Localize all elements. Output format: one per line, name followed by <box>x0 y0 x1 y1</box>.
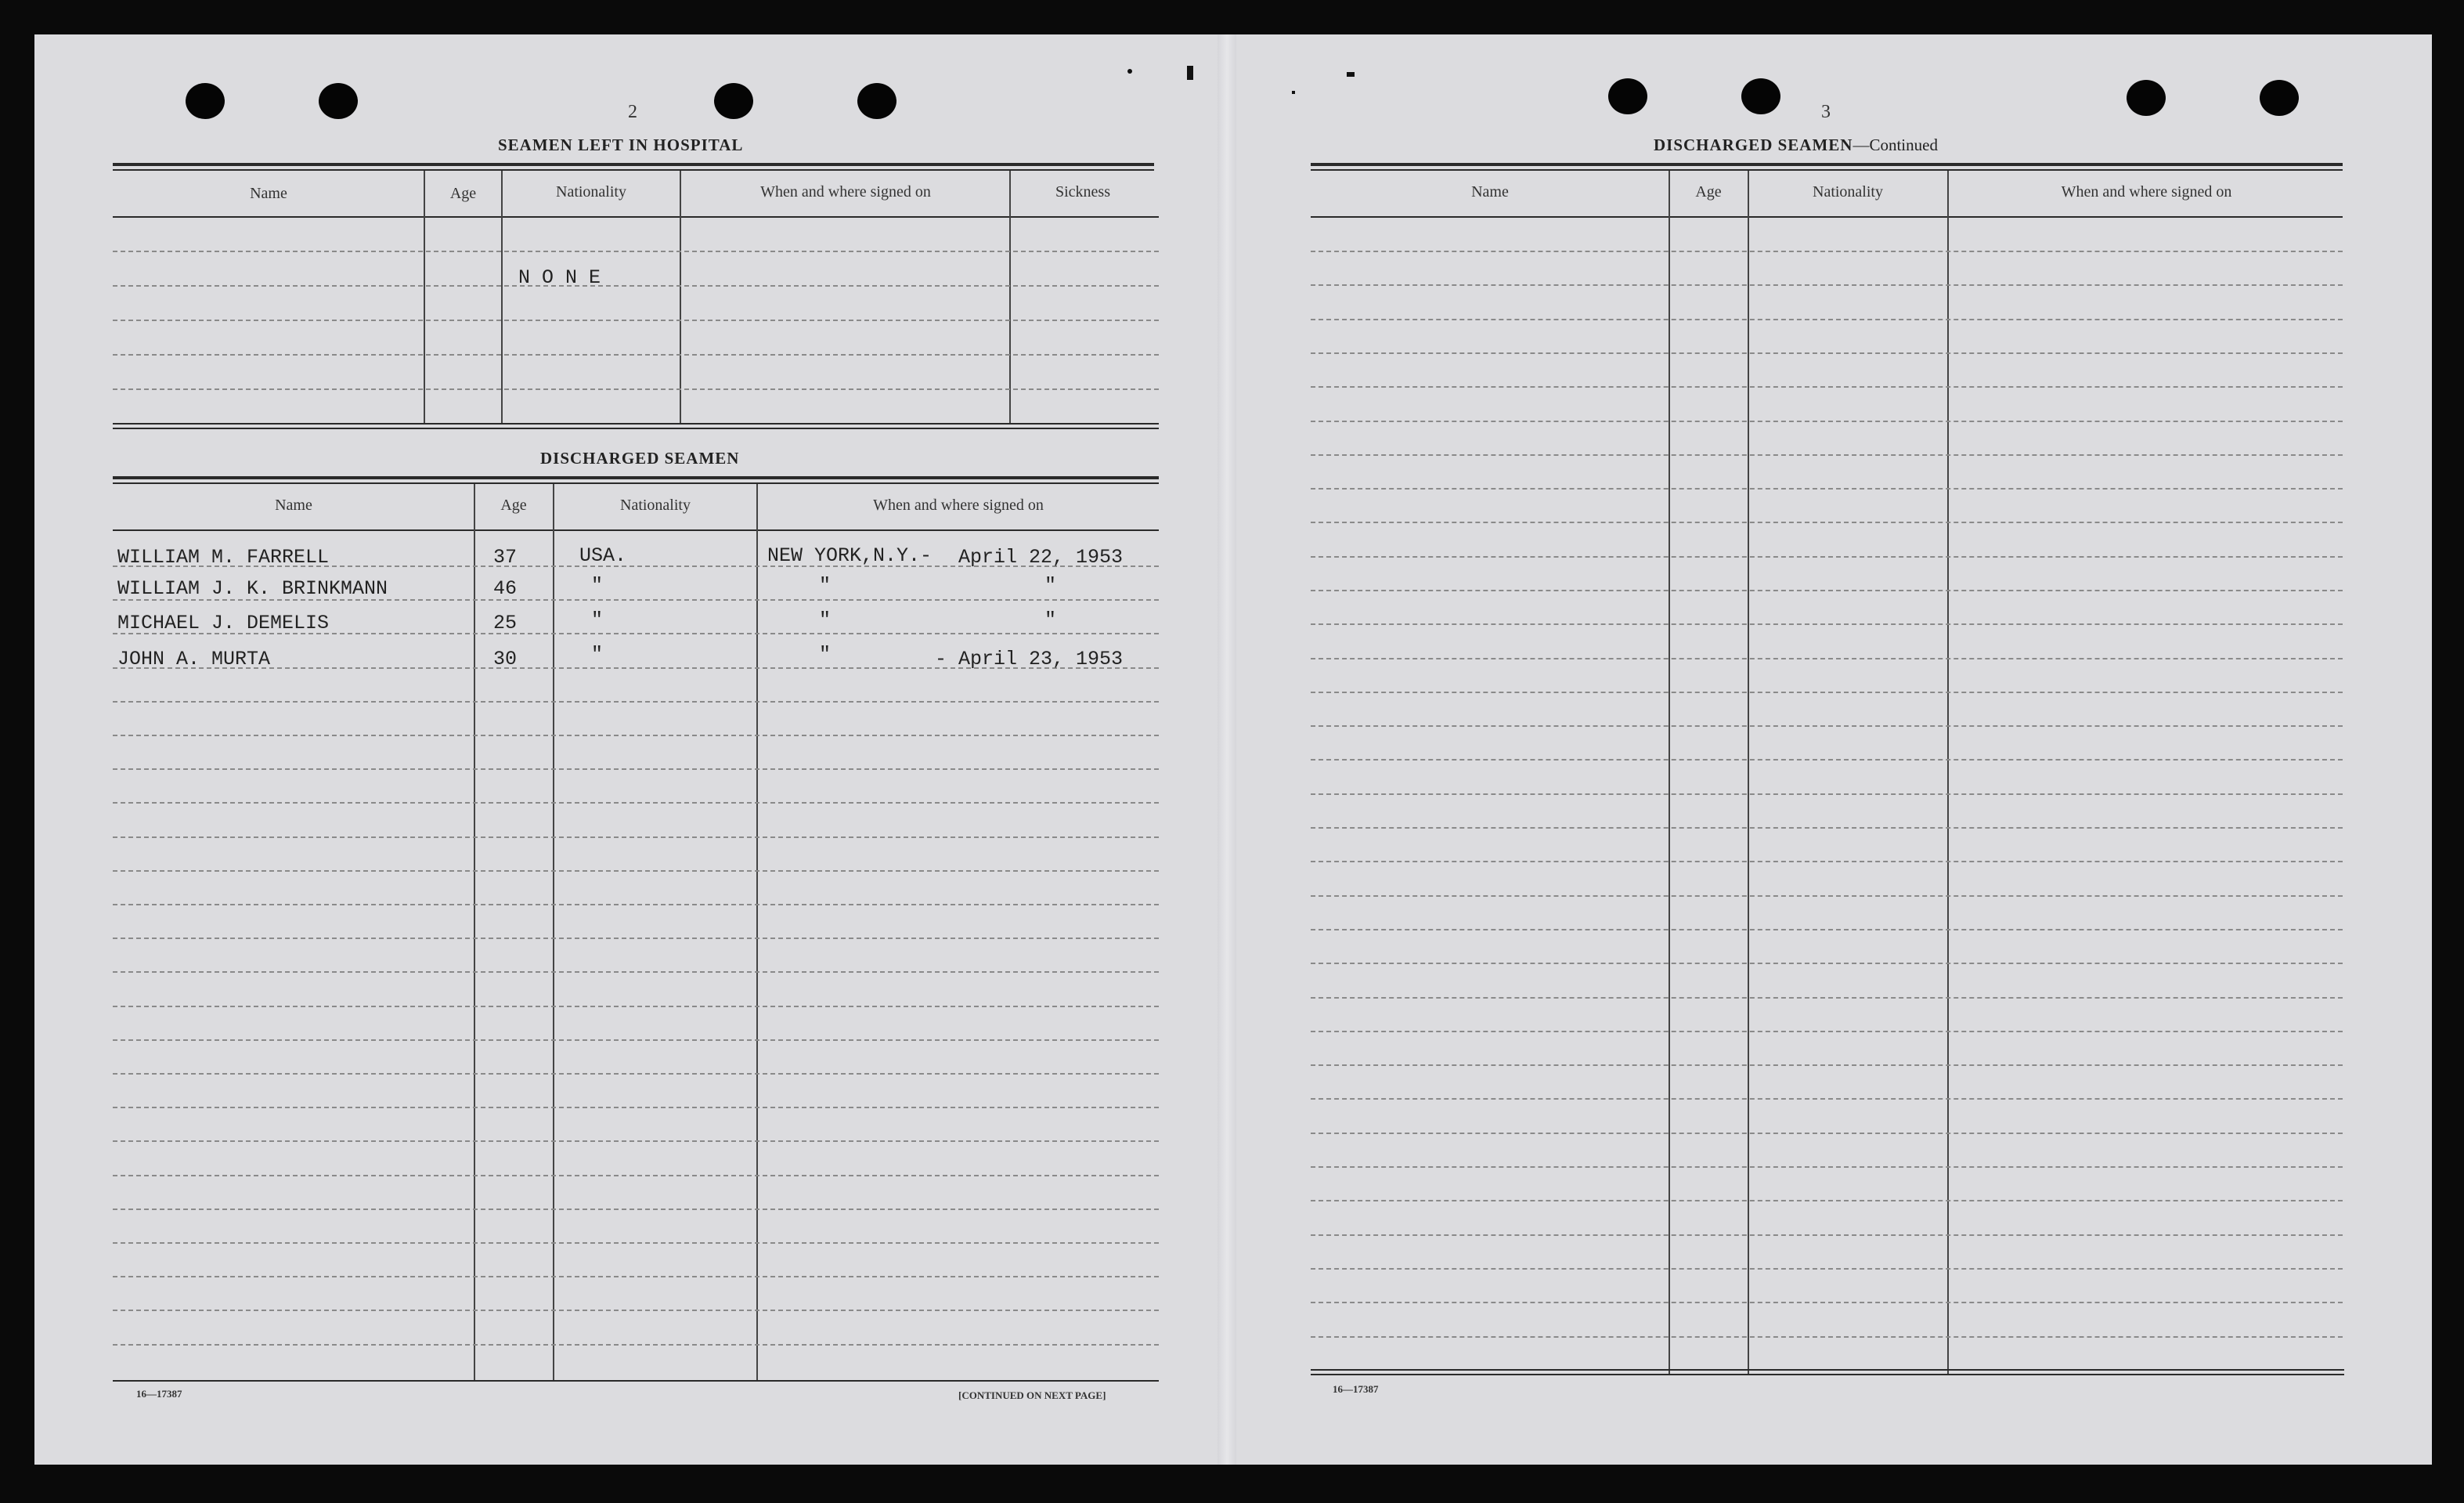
hospital-header-nationality: Nationality <box>556 183 626 201</box>
punch-hole <box>186 83 225 119</box>
row-line <box>1311 692 2343 693</box>
continued-title-suffix: —Continued <box>1853 135 1938 154</box>
row-line <box>113 1209 1159 1210</box>
continued-section-title <box>1654 135 1938 155</box>
row-line <box>1311 861 2343 862</box>
punch-hole <box>2127 80 2166 116</box>
seaman-signed-place: NEW YORK,N.Y.- <box>767 544 933 567</box>
row-line <box>1311 488 2343 490</box>
row-line <box>113 768 1159 770</box>
seaman-signed-place: " <box>819 574 832 597</box>
hospital-section-title: SEAMEN LEFT IN HOSPITAL <box>498 135 744 154</box>
seaman-age: 46 <box>493 577 518 600</box>
seaman-name: WILLIAM J. K. BRINKMANN <box>117 577 388 600</box>
seaman-signed-date: - April 23, 1953 <box>935 648 1124 670</box>
hospital-row-line <box>113 251 1159 252</box>
right-bottom-rule <box>1311 1369 2344 1371</box>
row-line <box>113 1310 1159 1311</box>
hospital-header-age: Age <box>449 185 477 202</box>
discharged-col-divider <box>474 484 475 1382</box>
seaman-signed-place: " <box>819 609 832 631</box>
row-line <box>113 1242 1159 1244</box>
row-line <box>1311 421 2343 422</box>
right-header-age: Age <box>1695 183 1722 201</box>
row-line <box>1311 1200 2343 1201</box>
discharged-col-divider <box>553 484 554 1382</box>
row-line <box>1311 522 2343 523</box>
hospital-col-divider <box>501 171 503 425</box>
hospital-header-signed-on: When and where signed on <box>760 183 931 201</box>
row-line <box>1311 352 2343 354</box>
discharged-top-rule <box>113 476 1159 479</box>
punch-hole <box>1741 78 1780 114</box>
seaman-name: MICHAEL J. DEMELIS <box>117 612 330 634</box>
row-line <box>113 1107 1159 1108</box>
row-line <box>1311 1336 2343 1338</box>
seaman-signed-date: April 22, 1953 <box>958 546 1124 569</box>
right-col-divider <box>1947 171 1949 1374</box>
right-header-rule <box>1311 216 2343 218</box>
right-bottom-rule-2 <box>1311 1374 2344 1375</box>
row-line <box>113 802 1159 804</box>
row-line <box>1311 929 2343 930</box>
discharged-top-rule-thin <box>113 482 1159 484</box>
right-header-signed-on: When and where signed on <box>2061 183 2232 201</box>
page-fold <box>1218 34 1236 1465</box>
seaman-age: 37 <box>493 546 518 569</box>
form-number: 16—17387 <box>1333 1383 1379 1395</box>
row-line <box>113 1276 1159 1277</box>
row-line <box>1311 827 2343 829</box>
seaman-nationality: " <box>591 574 604 597</box>
seaman-nationality: USA. <box>579 544 627 567</box>
speck <box>1127 69 1132 74</box>
row-line <box>1311 1031 2343 1032</box>
row-line <box>1311 1098 2343 1100</box>
form-number: 16—17387 <box>136 1388 182 1400</box>
discharged-header-age: Age <box>500 497 527 514</box>
row-line <box>1311 895 2343 897</box>
continued-title-text: DISCHARGED SEAMEN <box>1654 135 1853 154</box>
discharged-col-divider <box>756 484 758 1382</box>
seaman-age: 25 <box>493 612 518 634</box>
seaman-age: 30 <box>493 648 518 670</box>
discharged-header-signed-on: When and where signed on <box>873 497 1044 514</box>
hospital-bottom-rule-2 <box>113 428 1159 429</box>
row-line <box>1311 319 2343 320</box>
right-col-divider <box>1669 171 1670 1374</box>
row-line <box>1311 386 2343 388</box>
page-number: 3 <box>1821 102 1831 122</box>
hospital-col-divider <box>424 171 425 425</box>
hospital-bottom-rule <box>113 423 1159 425</box>
row-line <box>113 870 1159 872</box>
right-header-nationality: Nationality <box>1813 183 1883 201</box>
seaman-nationality: " <box>591 643 604 666</box>
row-line <box>1311 590 2343 591</box>
row-line <box>1311 1268 2343 1270</box>
punch-hole <box>857 83 896 119</box>
row-line <box>1311 725 2343 727</box>
row-line <box>113 1344 1159 1346</box>
row-line <box>113 938 1159 939</box>
row-line <box>1311 1064 2343 1066</box>
row-line <box>113 1073 1159 1075</box>
discharged-header-name: Name <box>275 497 312 514</box>
punch-hole <box>319 83 358 119</box>
row-line <box>113 971 1159 973</box>
row-line <box>1311 658 2343 659</box>
hospital-col-divider <box>680 171 681 425</box>
row-line <box>1311 963 2343 964</box>
seaman-signed-place: " <box>819 643 832 666</box>
row-line <box>113 1175 1159 1176</box>
row-line <box>113 735 1159 736</box>
right-header-name: Name <box>1471 183 1509 201</box>
hospital-row-line <box>113 354 1159 356</box>
punch-hole <box>714 83 753 119</box>
page-number: 2 <box>628 102 637 122</box>
right-top-rule-thin <box>1311 169 2343 171</box>
row-line <box>113 701 1159 703</box>
continued-note: [CONTINUED ON NEXT PAGE] <box>958 1389 1106 1401</box>
row-line <box>113 1006 1159 1007</box>
row-line <box>1311 997 2343 999</box>
row-line <box>113 1140 1159 1142</box>
punch-hole <box>1608 78 1647 114</box>
row-line <box>113 836 1159 838</box>
row-line <box>1311 1166 2343 1168</box>
row-line <box>113 904 1159 905</box>
row-line <box>1311 623 2343 625</box>
right-col-divider <box>1748 171 1749 1374</box>
discharged-bottom-rule <box>113 1380 1159 1382</box>
row-line <box>1311 1133 2343 1134</box>
hospital-top-rule-thin <box>113 169 1154 171</box>
seaman-signed-date: " <box>1044 574 1057 597</box>
hospital-row-line <box>113 388 1159 390</box>
row-line <box>1311 1234 2343 1236</box>
hospital-header-name: Name <box>250 185 287 202</box>
row-line <box>113 1039 1159 1041</box>
discharged-section-title: DISCHARGED SEAMEN <box>540 449 740 468</box>
hospital-none-entry: N O N E <box>518 266 601 289</box>
right-top-rule <box>1311 163 2343 166</box>
discharged-header-nationality: Nationality <box>620 497 691 514</box>
row-line <box>1311 556 2343 558</box>
hospital-row-line <box>113 285 1159 287</box>
discharged-header-rule <box>113 529 1159 531</box>
hospital-header-rule <box>113 216 1159 218</box>
seaman-name: WILLIAM M. FARRELL <box>117 546 330 569</box>
speck <box>1347 72 1355 77</box>
hospital-row-line <box>113 320 1159 321</box>
seaman-name: JOHN A. MURTA <box>117 648 271 670</box>
hospital-header-sickness: Sickness <box>1055 183 1110 201</box>
row-line <box>1311 251 2343 252</box>
hospital-top-rule <box>113 163 1154 166</box>
row-line <box>1311 793 2343 795</box>
speck <box>1292 91 1295 94</box>
seaman-signed-date: " <box>1044 609 1057 631</box>
speck <box>1187 66 1193 80</box>
punch-hole <box>2260 80 2299 116</box>
seaman-nationality: " <box>591 609 604 631</box>
row-line <box>1311 284 2343 286</box>
hospital-col-divider <box>1009 171 1011 425</box>
row-line <box>1311 454 2343 456</box>
row-line <box>1311 759 2343 761</box>
row-line <box>1311 1302 2343 1303</box>
